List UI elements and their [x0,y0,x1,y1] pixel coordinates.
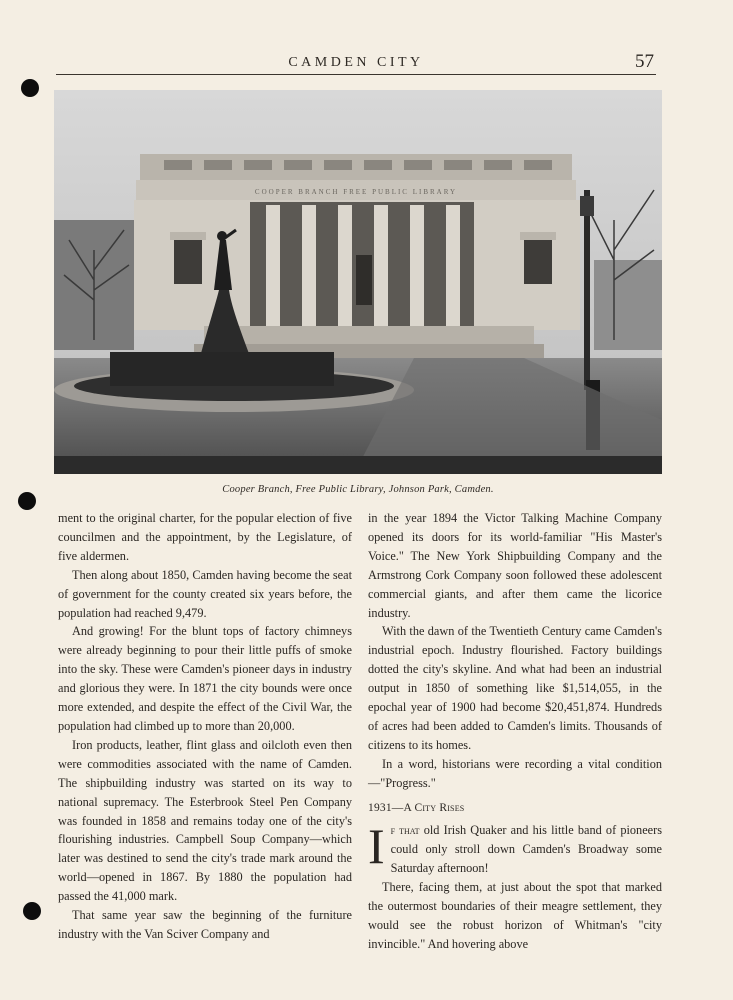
drop-cap: I [368,817,385,874]
dropcap-paragraph [368,817,663,879]
section-heading-year: 1931— [368,801,404,814]
paragraph: With the dawn of the Twentieth Century came Camden's industrial epoch. Industry flourished. Factory buildings dotted the city's skyline. And what had been an industrial output in 1850 of something like $1,514,055, in the epochal year of 1900 had become $20,451,874. Hundreds of acres had been added to Camden's limits. Thousands of citizens to its homes. [368,624,662,752]
paragraph: And growing! For the blunt tops of factory chimneys were already beginning to pour their little puffs of smoke into the sky. These were Camden's pioneer days in industry and glorious they were. In 1871 the city bounds were once more extended, and despite the effect of the Civil War, the population had climbed up to more than 20,000. [58,624,352,733]
lead-in-small-caps: f that [390,824,420,837]
punch-hole-middle [18,492,36,510]
running-head [56,52,656,75]
section-heading-title: A City Rises [403,801,465,814]
paragraph: ment to the original charter, for the popular election of five councilmen and the appointment, by the Legislature, of five aldermen. [58,511,352,563]
library-photograph [54,90,662,474]
paragraph: That same year saw the beginning of the furniture industry with the Van Sciver Company and [58,908,352,941]
page-number: 57 [635,51,654,72]
section-heading [368,799,662,818]
right-column [368,509,662,954]
paragraph: in the year 1894 the Victor Talking Machine Company opened its doors for its world-familiar "His Master's Voice." The New York Shipbuilding Company and the Armstrong Cork Company soon followed these adolescent commercial giants, and after them came the licorice industry. [368,511,662,620]
photo-caption: Cooper Branch, Free Public Library, Johnson Park, Camden. [222,484,494,495]
running-title: CAMDEN CITY [288,55,424,70]
dropcap-paragraph-text: old Irish Quaker and his little band of pioneers could only stroll down Camden's Broadway some Saturday afternoon! [390,822,663,876]
paragraph: There, facing them, at just about the spot that marked the outermost boundaries of their meagre settlement, they would see the robust horizon of Whitman's "city invincible." And hovering above [368,880,662,951]
left-column [58,509,352,944]
paragraph: Then along about 1850, Camden having become the seat of government for the county created six years before, the population had reached 9,479. [58,567,352,620]
building-inscription: COOPER BRANCH FREE PUBLIC LIBRARY [254,188,458,196]
paragraph: Iron products, leather, flint glass and oilcloth even then were commodities associated with the name of Camden. The shipbuilding industry was started on its way to national supremacy. The Esterbrook Steel Pen Company was founded in 1858 and remains today one of the city's flourishing industries. Campbell Soup Company—which later was destined to send the city's trade mark around the world—opened in 1867. By 1880 the population had passed the 41,000 mark. [58,737,352,904]
punch-hole-top [21,79,39,97]
paragraph: In a word, historians were recording a vital condition—"Progress." [368,756,662,790]
punch-hole-bottom [23,902,41,920]
